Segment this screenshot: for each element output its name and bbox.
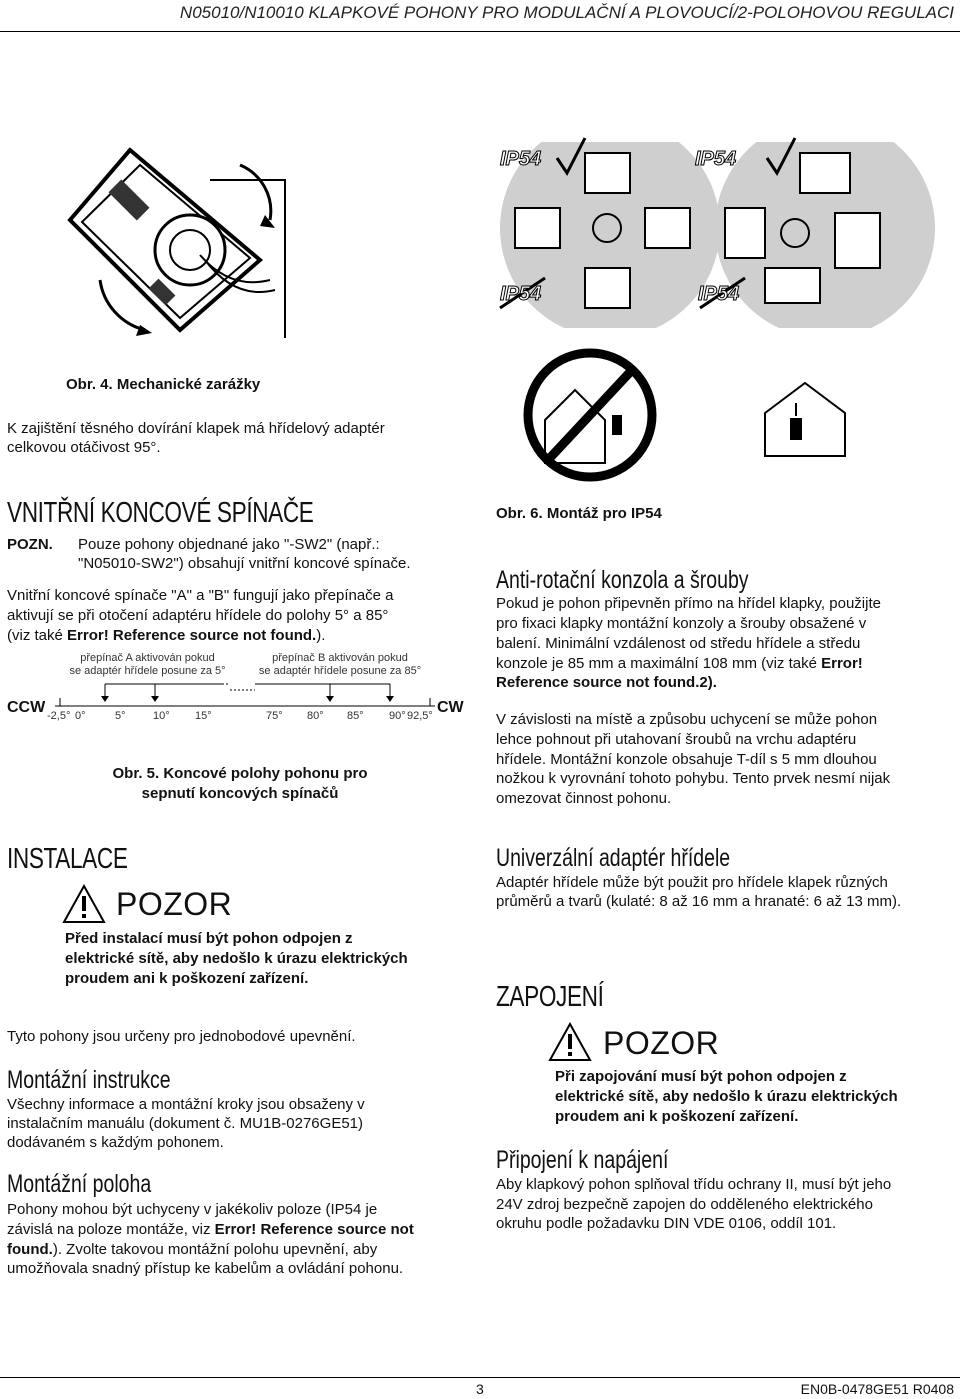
anti-l4: [496, 654, 863, 673]
footer-rule: [0, 1377, 960, 1378]
zapojeni-warn-l2: elektrické sítě, aby nedošlo k úrazu elektrických: [555, 1088, 898, 1105]
switch-b-label-1: přepínač B aktivován pokud: [272, 652, 408, 664]
mount-instr-l2: instalačním manuálu (dokument č. MU1B-0276GE51): [7, 1115, 364, 1132]
switch-b-label-2: se adaptér hřídele posune za 85°: [258, 665, 422, 677]
switches-heading: VNITŘNÍ KONCOVÉ SPÍNAČE: [7, 497, 314, 529]
end-positions-scale: [50, 678, 440, 708]
anti-error-link-2[interactable]: Reference source not found.: [496, 674, 700, 691]
install-warn-l3: proudem ani k poškození zařízení.: [65, 970, 309, 987]
note-line-1: Pouze pohony objednané jako "-SW2" (např.:: [78, 536, 380, 553]
install-heading: INSTALACE: [7, 843, 128, 875]
anti-p2-l4: nožkou k vyrovnání tohoto pohybu. Tento prvek nesmí nijak: [496, 770, 891, 787]
mount-pos-heading: Montážní poloha: [7, 1170, 152, 1198]
tick-92-5: 92,5°: [407, 710, 433, 722]
zapojeni-pozor: POZOR: [603, 1025, 720, 1061]
ip54-ok-badge-2: IP54: [695, 148, 737, 170]
no-outdoor-icon: [520, 345, 700, 485]
tick-0: 0°: [75, 710, 86, 722]
mount-pos-l2: [7, 1220, 414, 1239]
cw-label: CW: [437, 699, 464, 716]
install-warn-l1: Před instalací musí být pohon odpojen z: [65, 930, 353, 947]
mount-pos-error-link[interactable]: Error! Reference source not: [214, 1221, 414, 1238]
ccw-label: CCW: [7, 699, 46, 716]
fig5-caption: [90, 764, 390, 804]
install-pozor: POZOR: [116, 886, 233, 922]
stops-text: K zajištění těsného dovírání klapek má hřídelový adaptér celkovou otáčivost 95°.: [7, 420, 385, 456]
univ-l2: průměrů a tvarů (kulaté: 8 až 16 mm a hranaté: 6 až 13 mm).: [496, 893, 902, 910]
anti-l1: Pokud je pohon připevněn přímo na hřídel klapky, použijte: [496, 595, 881, 612]
header-rule: [0, 31, 960, 32]
zapojeni-warn-l1: Při zapojování musí být pohon odpojen z: [555, 1068, 847, 1085]
tick-85: 85°: [347, 710, 364, 722]
ip54-bad-badge-2: IP54: [698, 283, 740, 305]
page-header: N05010/N10010 KLAPKOVÉ POHONY PRO MODULAČNÍ A PLOVOUCÍ/2-POLOHOVOU REGULACI: [179, 3, 954, 22]
tick-15: 15°: [195, 710, 212, 722]
page-number: 3: [476, 1381, 484, 1397]
anti-p2-l3: hřídele. Montážní konzole obsahuje T-díl s 5 mm dlouhou: [496, 751, 877, 768]
anti-l2: pro fixaci klapky montážní konzoly a šrouby obsažené v: [496, 615, 867, 632]
switch-a-label-2: se adaptér hřídele posune za 5°: [69, 665, 226, 677]
anti-l5: [496, 673, 717, 692]
mount-pos-l3a: found.: [7, 1241, 53, 1258]
zapojeni-warn-l3: proudem ani k poškození zařízení.: [555, 1108, 799, 1125]
switches-para-2: aktivují se při otočení adaptéru hřídele do polohy 5° a 85°: [7, 607, 389, 624]
switches-para-1: Vnitřní koncové spínače "A" a "B" fungují jako přepínače a: [7, 587, 394, 604]
switches-para-3: [7, 626, 325, 645]
tick-10: 10°: [153, 710, 170, 722]
install-warn-l2: elektrické sítě, aby nedošlo k úrazu elektrických: [65, 950, 408, 967]
tick-m2-5: -2,5°: [47, 710, 71, 722]
anti-l5b: 2).: [699, 674, 717, 691]
univ-heading: Univerzální adaptér hřídele: [496, 844, 731, 872]
mount-instr-heading: Montážní instrukce: [7, 1066, 171, 1094]
warning-icon-2: [548, 1022, 592, 1062]
mount-pos-l4: umožňovala snadný přístup ke kabelům a ovládání pohonu.: [7, 1260, 404, 1277]
anti-p2-l5: omezovat činnost pohonu.: [496, 790, 672, 807]
anti-rotation-heading: Anti-rotační konzola a šrouby: [496, 566, 749, 594]
ip54-bad-badge-1: IP54: [500, 283, 542, 305]
mount-instr-l3: dodávaném s každým pohonem.: [7, 1134, 224, 1151]
anti-p2-l1: V závislosti na místě a způsobu uchycení se může pohon: [496, 711, 878, 728]
switch-b-label: [240, 652, 440, 678]
anti-l4a: konzole je 85 mm a maximální 108 mm (viz také: [496, 655, 822, 672]
mount-pos-l2a: závislá na poloze montáže, viz: [7, 1221, 215, 1238]
para-3-a: (viz také: [7, 627, 68, 644]
anti-l3: balení. Minimální vzdálenost od středu hřídele a středu: [496, 635, 861, 652]
mount-instr-l1: Všechny informace a montážní kroky jsou obsaženy v: [7, 1096, 365, 1113]
mount-pos-l3b: ). Zvolte takovou montážní polohu upevnění, aby: [52, 1241, 378, 1258]
mount-pos-l1: Pohony mohou být uchyceny v jakékoliv poloze (IP54 je: [7, 1201, 378, 1218]
anti-error-link-1[interactable]: Error!: [821, 655, 863, 672]
fig5-caption-1: Obr. 5. Koncové polohy pohonu pro: [112, 765, 368, 782]
warning-icon: [62, 884, 106, 924]
tick-80: 80°: [307, 710, 324, 722]
ip54-ok-badge-1: IP54: [500, 148, 542, 170]
power-l2: 24V zdroj bezpečně zapojen do odděleného elektrického: [496, 1196, 873, 1213]
power-l1: Aby klapkový pohon splňoval třídu ochrany II, musí být jeho: [496, 1176, 892, 1193]
indoor-only-icon: [760, 378, 870, 458]
note-label: POZN.: [7, 536, 53, 553]
power-heading: Připojení k napájení: [496, 1146, 669, 1174]
switch-a-label-1: přepínač A aktivován pokud: [80, 652, 215, 664]
install-text: Tyto pohony jsou určeny pro jednobodové upevnění.: [7, 1028, 356, 1045]
fig5-caption-2: sepnutí koncových spínačů: [141, 785, 339, 802]
mechanical-stops-illustration: [60, 140, 290, 340]
tick-75: 75°: [266, 710, 283, 722]
power-l3: okruhu podle požadavku DIN VDE 0106, oddíl 101.: [496, 1215, 837, 1232]
tick-90: 90°: [389, 710, 406, 722]
tick-5: 5°: [115, 710, 126, 722]
mount-pos-l3: [7, 1240, 377, 1259]
error-ref-link[interactable]: Error! Reference source not found.: [67, 627, 317, 644]
fig4-caption: Obr. 4. Mechanické zarážky: [66, 376, 261, 393]
para-3-c: ).: [316, 627, 326, 644]
zapojeni-heading: ZAPOJENÍ: [496, 981, 604, 1013]
anti-p2-l2: lehce pohnout při utahovaní šroubů na vrchu adaptéru: [496, 731, 857, 748]
fig6-caption: Obr. 6. Montáž pro IP54: [496, 505, 662, 522]
univ-l1: Adaptér hřídele může být použit pro hřídele klapek různých: [496, 874, 888, 891]
doc-number: EN0B-0478GE51 R0408: [800, 1381, 954, 1397]
switch-a-label: [60, 652, 235, 678]
note-line-2: "N05010-SW2") obsahují vnitřní koncové spínače.: [78, 555, 411, 572]
